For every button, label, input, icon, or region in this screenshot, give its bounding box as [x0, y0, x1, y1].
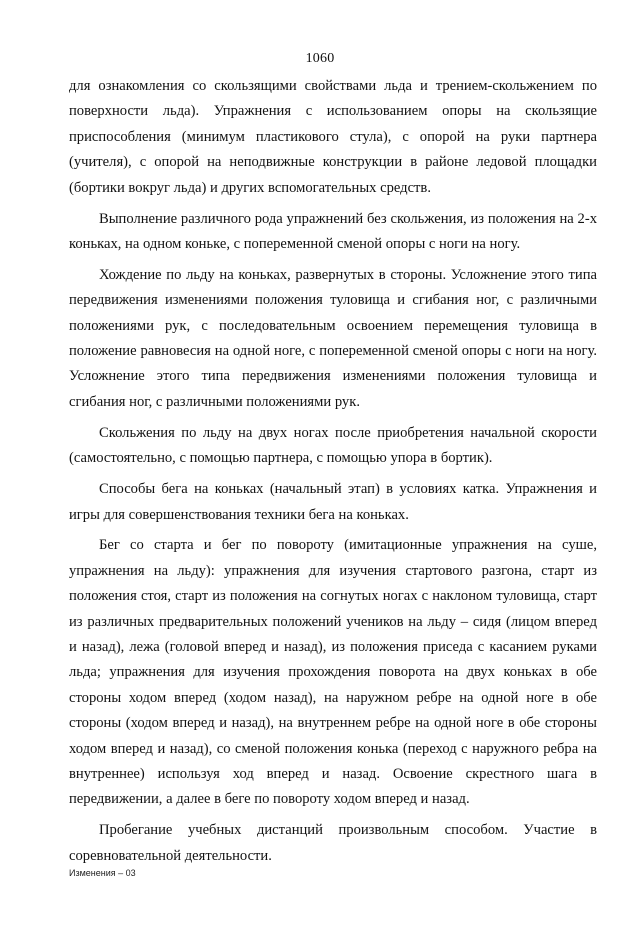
paragraph: Способы бега на коньках (начальный этап) в условиях катка. Упражнения и игры для совершенствования техники бега на коньках. — [69, 481, 597, 523]
document-body — [69, 74, 597, 875]
footer-revision-note: Изменения – 03 — [69, 868, 136, 878]
paragraph: Выполнение различного рода упражнений без скольжения, из положения на 2-х коньках, на одном коньке, с попеременной сменой опоры с ноги на ногу. — [69, 210, 597, 252]
paragraph: Пробегание учебных дистанций произвольным способом. Участие в соревновательной деятельности. — [69, 822, 597, 864]
paragraph: Бег со старта и бег по повороту (имитационные упражнения на суше, упражнения на льду): упражнения для изучения стартового разгона, старт из положения стоя, старт из положения на согнутых ногах с наклоном туловища, старт из различных предварительных положений учеников на льду – сидя (лицом вперед и назад), лежа (головой вперед и назад), из положения приседа с касанием руками льда; упражнения для изучения прохождения поворота на двух коньках в обе стороны ходом вперед (ходом назад), на наружном ребре на одной ноге в обе стороны (ходом вперед и назад), на внутреннем ребре на одной ноге в обе стороны ходом вперед и назад), со сменой положения конька (переход с наружного ребра на внутреннее) используя ход вперед и назад. Освоение скрестного шага в передвижении, а далее в беге по повороту ходом вперед и назад. — [69, 537, 597, 808]
paragraph-continuation: для ознакомления со скользящими свойствами льда и трением-скольжением по поверхности льда). Упражнения с использованием опоры на скользящие приспособления (минимум пластикового стула), с опорой на руки партнера (учителя), с опорой на неподвижные конструкции в районе ледовой площадки (бортики вокруг льда) и других вспомогательных средств. — [69, 78, 597, 196]
paragraph: Скольжения по льду на двух ногах после приобретения начальной скорости (самостоятельно, с помощью партнера, с помощью упора в бортик). — [69, 424, 597, 467]
paragraph: Хождение по льду на коньках, развернутых в стороны. Усложнение этого типа передвижения изменениями положения туловища и сгибания ног, с различными положениями рук, с последовательным освоением перемещения туловища в положение равновесия на одной ноге, с попеременной сменой опоры с ноги на ногу. Усложнение этого типа передвижения изменениями положения туловища и сгибания ног, с различными положениями рук. — [69, 266, 597, 410]
page-number: 1060 — [305, 51, 335, 66]
